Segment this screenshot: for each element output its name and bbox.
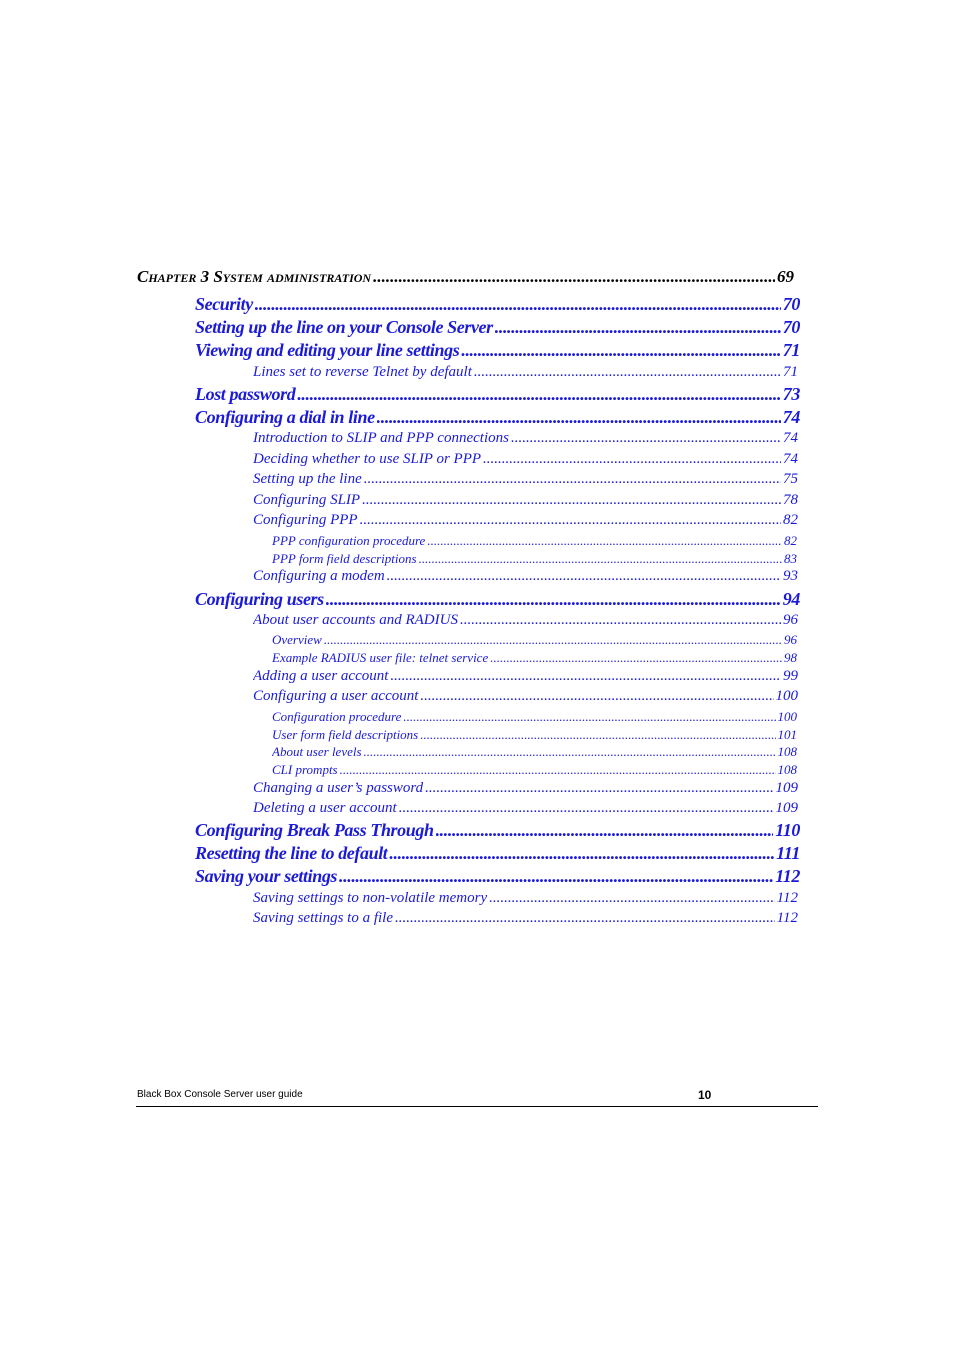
toc-entry-title: PPP configuration procedure — [272, 533, 426, 548]
toc-dot-leader — [364, 744, 776, 760]
toc-dot-leader — [362, 492, 781, 509]
toc-entry-page: 83 — [784, 551, 797, 566]
toc-entry-page: 100 — [777, 709, 797, 724]
toc-entry-page: 69 — [777, 267, 794, 286]
toc-entry-title: Introduction to SLIP and PPP connections — [253, 430, 509, 446]
toc-dot-leader — [495, 317, 781, 338]
toc-entry[interactable] — [272, 762, 797, 778]
toc-dot-leader — [427, 533, 782, 549]
toc-entry-title: Lost password — [195, 384, 296, 404]
toc-entry[interactable] — [195, 843, 800, 865]
toc-entry[interactable] — [253, 364, 798, 382]
toc-entry-title: Saving settings to a file — [253, 910, 393, 926]
toc-entry[interactable] — [253, 430, 798, 448]
toc-entry-title: Lines set to reverse Telnet by default — [253, 364, 472, 380]
toc-entry[interactable] — [272, 744, 797, 760]
toc-dot-leader — [474, 364, 781, 381]
toc-entry-title: Example RADIUS user file: telnet service — [272, 650, 489, 665]
toc-entry[interactable] — [195, 820, 800, 842]
toc-entry-page: 111 — [776, 843, 800, 863]
toc-entry[interactable] — [195, 294, 800, 316]
toc-entry-title: About user levels — [272, 744, 362, 759]
toc-entry-title: Configuring users — [195, 589, 324, 609]
toc-dot-leader — [420, 688, 773, 705]
toc-entry-page: 96 — [783, 612, 798, 628]
toc-entry[interactable] — [195, 340, 800, 362]
toc-entry-title: Saving your settings — [195, 866, 338, 886]
toc-entry-page: 100 — [775, 688, 798, 704]
toc-entry-title: Changing a user’s password — [253, 780, 424, 796]
toc-entry-page: 74 — [783, 430, 798, 446]
toc-entry-page: 101 — [777, 727, 797, 742]
toc-entry[interactable] — [253, 471, 798, 489]
toc-dot-leader — [390, 668, 781, 685]
toc-entry[interactable] — [272, 551, 797, 567]
toc-entry-title: Configuring a user account — [253, 688, 419, 704]
toc-entry-title: Deciding whether to use SLIP or PPP — [253, 451, 482, 467]
toc-entry-title: Configuring PPP — [253, 512, 358, 528]
toc-entry[interactable] — [272, 650, 797, 666]
toc-entry-title: Saving settings to non-volatile memory — [253, 890, 488, 906]
toc-entry-title: Setting up the line on your Console Server — [195, 317, 493, 337]
toc-entry-title: Configuration procedure — [272, 709, 402, 724]
toc-entry[interactable] — [253, 800, 798, 818]
toc-dot-leader — [387, 568, 781, 585]
toc-entry-page: 74 — [783, 451, 798, 467]
toc-dot-leader — [340, 762, 776, 778]
toc-entry-title: Deleting a user account — [253, 800, 397, 816]
toc-entry-page: 112 — [776, 910, 798, 926]
toc-entry-title: CLI prompts — [272, 762, 338, 777]
toc-entry-page: 108 — [777, 762, 797, 777]
toc-dot-leader — [460, 612, 781, 629]
toc-dot-leader — [395, 910, 775, 927]
toc-entry[interactable] — [272, 632, 797, 648]
toc-entry-title: Viewing and editing your line settings — [195, 340, 460, 360]
toc-entry-title: Configuring a dial in line — [195, 407, 375, 427]
toc-entry-page: 71 — [783, 364, 798, 380]
toc-entry[interactable] — [272, 533, 797, 549]
toc-entry-page: 99 — [783, 668, 798, 684]
toc-entry-page: 74 — [782, 407, 800, 427]
toc-dot-leader — [373, 267, 775, 287]
toc-entry[interactable] — [253, 668, 798, 686]
toc-entry[interactable] — [253, 780, 798, 798]
toc-dot-leader — [461, 340, 780, 361]
toc-entry-page: 82 — [783, 512, 798, 528]
toc-entry-title: Configuring a modem — [253, 568, 385, 584]
toc-entry-page: 98 — [784, 650, 797, 665]
toc-entry-page: 82 — [784, 533, 797, 548]
toc-entry[interactable] — [195, 317, 800, 339]
toc-entry-page: 93 — [783, 568, 798, 584]
toc-entry-title: User form field descriptions — [272, 727, 419, 742]
toc-dot-leader — [326, 589, 781, 610]
toc-entry[interactable] — [253, 890, 798, 908]
toc-dot-leader — [389, 843, 774, 864]
toc-entry[interactable] — [253, 910, 798, 928]
toc-dot-leader — [360, 512, 781, 529]
toc-entry-title: PPP form field descriptions — [272, 551, 417, 566]
toc-entry-title: Chapter 3 System administration — [137, 267, 372, 286]
toc-entry-title: Overview — [272, 632, 322, 647]
toc-entry-page: 94 — [782, 589, 800, 609]
toc-dot-leader — [255, 294, 781, 315]
toc-entry-page: 96 — [784, 632, 797, 647]
toc-dot-leader — [511, 430, 781, 447]
toc-dot-leader — [339, 866, 773, 887]
toc-entry-page: 110 — [775, 820, 800, 840]
toc-entry[interactable] — [272, 709, 797, 725]
toc-dot-leader — [483, 451, 781, 468]
toc-entry[interactable] — [253, 568, 798, 586]
toc-entry[interactable] — [272, 727, 797, 743]
toc-dot-leader — [419, 551, 782, 567]
toc-dot-leader — [297, 384, 780, 405]
toc-entry-page: 109 — [775, 800, 798, 816]
toc-dot-leader — [364, 471, 781, 488]
toc-entry[interactable] — [253, 612, 798, 630]
toc-dot-leader — [425, 780, 773, 797]
toc-dot-leader — [324, 632, 782, 648]
toc-entry-page: 112 — [775, 866, 800, 886]
toc-entry[interactable] — [195, 866, 800, 888]
toc-entry-title: Configuring Break Pass Through — [195, 820, 434, 840]
toc-entry-page: 70 — [782, 317, 800, 337]
toc-entry-page: 71 — [782, 340, 800, 360]
toc-entry-title: Configuring SLIP — [253, 492, 361, 508]
toc-entry[interactable] — [195, 589, 800, 611]
toc-entry-page: 78 — [783, 492, 798, 508]
toc-dot-leader — [399, 800, 774, 817]
toc-entry-page: 112 — [776, 890, 798, 906]
toc-entry-title: About user accounts and RADIUS — [253, 612, 458, 628]
toc-entry-title: Resetting the line to default — [195, 843, 388, 863]
toc-dot-leader — [403, 709, 775, 725]
toc-dot-leader — [377, 407, 781, 428]
toc-chapter-entry[interactable] — [137, 267, 794, 289]
toc-entry[interactable] — [253, 451, 798, 469]
toc-entry-title: Security — [195, 294, 253, 314]
footer-document-title: Black Box Console Server user guide — [137, 1089, 303, 1100]
toc-dot-leader — [436, 820, 774, 841]
footer-page-number: 10 — [698, 1088, 712, 1102]
toc-entry-page: 70 — [782, 294, 800, 314]
toc-entry-page: 108 — [777, 744, 797, 759]
toc-entry-title: Setting up the line — [253, 471, 362, 487]
toc-entry-title: Adding a user account — [253, 668, 389, 684]
toc-entry[interactable] — [253, 688, 798, 706]
toc-dot-leader — [420, 727, 775, 743]
toc-entry[interactable] — [253, 492, 798, 510]
toc-entry[interactable] — [195, 407, 800, 429]
footer-divider — [136, 1106, 818, 1107]
toc-entry[interactable] — [195, 384, 800, 406]
toc-entry-page: 75 — [783, 471, 798, 487]
toc-entry[interactable] — [253, 512, 798, 530]
toc-dot-leader — [490, 650, 782, 666]
toc-entry-page: 73 — [782, 384, 800, 404]
toc-entry-page: 109 — [775, 780, 798, 796]
toc-dot-leader — [489, 890, 774, 907]
